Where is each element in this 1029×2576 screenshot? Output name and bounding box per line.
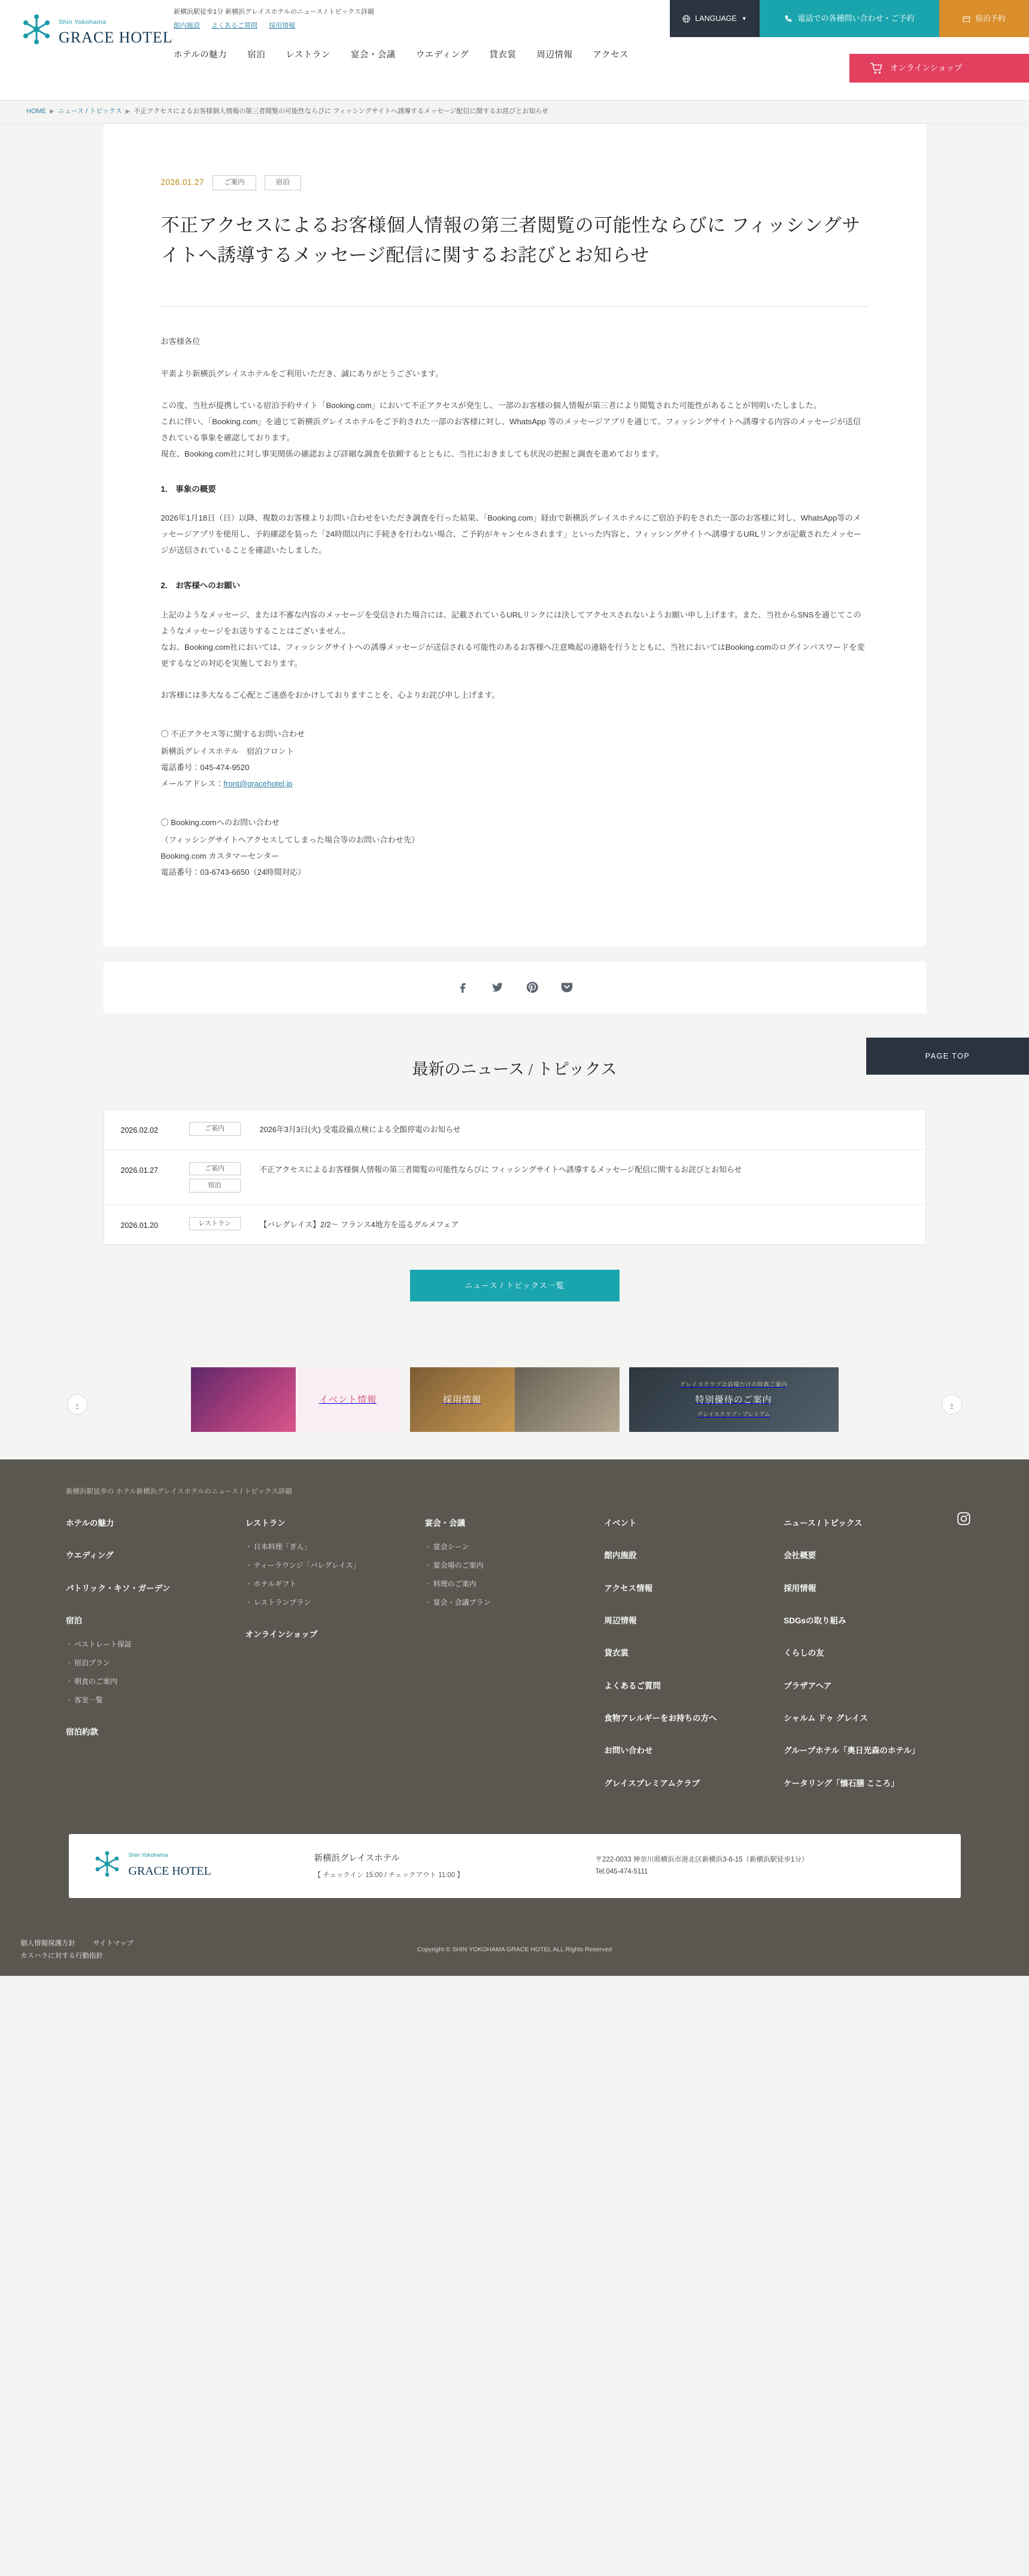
footer-heading-wedding[interactable]: ウエディング <box>66 1551 114 1561</box>
footer-heading-event[interactable]: イベント <box>604 1519 637 1528</box>
footer-heading-recruit[interactable]: 採用情報 <box>784 1583 816 1593</box>
chevron-down-icon: ▼ <box>741 15 747 22</box>
news-list-item[interactable] <box>104 1150 925 1205</box>
footer-item-tea-lounge[interactable]: ・ ティーラウンジ「バレグレイス」 <box>245 1559 413 1573</box>
carousel-premium-top-text: グレイスクラブ会員様だけの特典ご案内 <box>679 1381 788 1388</box>
globe-icon <box>682 15 690 23</box>
footer-heading-costume[interactable]: 貸衣裳 <box>604 1649 629 1658</box>
nav-item-charm[interactable]: ホテルの魅力 <box>174 50 227 60</box>
contact-hotel-heading: 〇 不正アクセス等に関するお問い合わせ <box>160 729 305 738</box>
footer-logo-sub: Shin Yokohama <box>128 1851 168 1859</box>
article-meta <box>161 175 869 190</box>
footer-columns <box>0 1516 1029 1801</box>
footer-list-restaurant <box>245 1540 413 1609</box>
title-divider <box>161 306 869 307</box>
twitter-icon[interactable] <box>491 981 504 994</box>
header-link-faq[interactable]: よくあるご質問 <box>211 22 258 29</box>
footer-snowflake-logo-icon <box>93 1850 122 1882</box>
footer-heading-banquet[interactable]: 宴会・会議 <box>424 1519 466 1528</box>
main-navigation <box>174 47 646 65</box>
carousel-caption-event: イベント情報 <box>318 1394 377 1405</box>
footer-item-restaurant-plan[interactable]: ・ レストランプラン <box>245 1596 413 1610</box>
article-salutation: お客様各位 <box>160 337 201 346</box>
footer-heading-premium-club[interactable]: グレイスプレミアムクラブ <box>604 1778 700 1788</box>
footer-bottom-links <box>20 1938 149 1962</box>
reservation-label: 宿泊予約 <box>975 14 1006 23</box>
banner-carousel <box>0 1349 1029 1459</box>
breadcrumb-separator-icon: ▶ <box>50 108 54 115</box>
footer-heading-sdgs[interactable]: SDGsの取り組み <box>784 1616 846 1626</box>
news-item-tag: 宿泊 <box>189 1179 241 1193</box>
cart-icon <box>870 62 883 74</box>
contact-hotel-mail-link[interactable]: front@gracehotel.jp <box>223 779 293 789</box>
news-item-tags <box>189 1217 247 1231</box>
news-list-more-button[interactable]: ニュース / トピックス一覧 <box>410 1270 620 1301</box>
footer-telephone: Tel.045-474-5111 <box>595 1868 648 1876</box>
telephone-label: 電話での各種問い合わせ・ご予約 <box>797 14 915 23</box>
breadcrumb-current: 不正アクセスによるお客様個人情報の第三者閲覧の可能性ならびに フィッシングサイトへ誘導するメッセージ配信に関するお詫びとお知らせ <box>133 108 549 115</box>
news-item-date: 2026.01.20 <box>120 1221 159 1230</box>
footer-item-stay-plan[interactable]: ・ 宿泊プラン <box>66 1656 233 1670</box>
nav-item-restaurant[interactable]: レストラン <box>286 50 330 60</box>
footer-heading-online-shop[interactable]: オンラインショップ <box>245 1629 318 1639</box>
footer-column-2 <box>245 1516 425 1801</box>
header-intro-text: 新横浜駅徒歩1分 新横浜グレイスホテルのニュース / トピックス詳細 <box>174 8 375 16</box>
footer-column-5 <box>784 1516 963 1801</box>
footer-checkin-times: 【 チェックイン 15:00 / チェックアウト 11:00 】 <box>314 1871 464 1879</box>
carousel-image-recruit-2 <box>515 1367 620 1432</box>
breadcrumb-news[interactable]: ニュース / トピックス <box>57 108 122 115</box>
footer-address: 〒222-0033 神奈川県横浜市港北区新横浜3-6-15（新横浜駅徒歩1分） <box>595 1856 809 1863</box>
calendar-icon <box>963 15 970 23</box>
footer-link-harassment-policy[interactable]: カスハラに対する行動指針 <box>20 1952 103 1960</box>
article-body <box>161 333 869 880</box>
telephone-button[interactable] <box>760 0 939 37</box>
site-header <box>0 0 1029 101</box>
nav-item-access[interactable]: アクセス <box>593 50 629 60</box>
footer-heading-faq[interactable]: よくあるご質問 <box>604 1681 661 1690</box>
footer-logo <box>93 1850 290 1882</box>
footer-heading-catering[interactable]: ケータリング「懐石膳 こころ」 <box>784 1778 899 1788</box>
footer-item-banquet-cuisine[interactable]: ・ 料理のご案内 <box>425 1577 593 1591</box>
article-paragraph-2: この度、当社が提携している宿泊予約サイト「Booking.com」において不正アクセスが発生し、一部のお客様の個人情報が第三者により閲覧された可能性があることが判明いたしました。 <box>160 400 822 410</box>
footer-heading-stay[interactable]: 宿泊 <box>66 1616 82 1626</box>
article-date: 2026.01.27 <box>160 178 205 187</box>
carousel-image-event <box>191 1367 296 1432</box>
footer-item-banquet-hall[interactable]: ・ 宴会場のご案内 <box>425 1559 593 1573</box>
news-item-tags <box>189 1162 247 1193</box>
news-item-title[interactable]: 不正アクセスによるお客様個人情報の第三者閲覧の可能性ならびに フィッシングサイトへ誘導するメッセージ配信に関するお詫びとお知らせ <box>259 1164 742 1174</box>
footer-lead-text: 新横浜駅徒歩の ホテル新横浜グレイスホテルのニュース / トピックス詳細 <box>66 1488 292 1496</box>
footer-item-banquet-plan[interactable]: ・ 宴会・会議プラン <box>425 1596 593 1610</box>
online-shop-label: オンラインショップ <box>890 63 963 72</box>
footer-list-banquet <box>425 1540 593 1609</box>
language-button[interactable] <box>670 0 760 37</box>
article-section-heading-2: 2. お客様へのお願い <box>160 581 241 591</box>
article-paragraph-7: なお、Booking.com社においては、フィッシングサイトへの誘導メッセージが送信される可能性のあるお客様へ注意喚起の連絡を行うとともに、当社においてはBooking.comのログインパスワードを変更するなどの対応を実施しております。 <box>160 642 865 668</box>
footer-bottom-bar <box>0 1922 1029 1975</box>
footer-heading-area[interactable]: 周辺情報 <box>604 1616 637 1626</box>
breadcrumb <box>0 101 1029 124</box>
news-list <box>104 1109 926 1245</box>
share-bar <box>104 962 926 1013</box>
footer-hotel-info <box>314 1851 572 1882</box>
nav-item-banquet[interactable]: 宴会・会議 <box>350 50 396 60</box>
news-item-tag: ご案内 <box>189 1122 241 1136</box>
contact-hotel-tel: 電話番号：045-474-9520 <box>160 763 250 773</box>
carousel-caption-recruit: 採用情報 <box>442 1394 481 1405</box>
footer-heading-contact[interactable]: お問い合わせ <box>604 1746 653 1756</box>
contact-block-hotel <box>161 726 869 792</box>
footer-heading-company[interactable]: 会社概要 <box>784 1551 816 1561</box>
footer-item-rooms[interactable]: ・ 客室一覧 <box>66 1693 233 1707</box>
article-card <box>104 124 926 947</box>
footer-info-card <box>69 1834 961 1898</box>
footer-heading-kurashi[interactable]: くらしの友 <box>784 1649 824 1658</box>
news-list-item[interactable] <box>104 1110 925 1150</box>
news-item-tag: ご案内 <box>189 1162 241 1176</box>
footer-heading-plaza[interactable]: プラザアヘア <box>784 1681 832 1690</box>
footer-heading-news[interactable]: ニュース / トピックス <box>784 1519 863 1528</box>
footer-list-stay <box>66 1638 233 1707</box>
article-paragraph-6: 上記のようなメッセージ、または不審な内容のメッセージを受信された場合には、記載されているURLリンクには決してアクセスされないようお願い申し上げます。また、当社からSNSを通じてこのようなメッセージをお送りすることはございません。 <box>160 610 861 635</box>
footer-column-1 <box>66 1516 245 1801</box>
footer-heading-charm[interactable]: ホテルの魅力 <box>66 1519 114 1528</box>
carousel-next-icon[interactable]: › <box>942 1394 962 1415</box>
contact-booking-center: Booking.com カスタマーセンター <box>160 851 280 861</box>
facebook-icon[interactable] <box>456 981 469 994</box>
page-top-button[interactable]: PAGE TOP <box>866 1038 1029 1075</box>
article-paragraph-5: 2026年1月18日（日）以降、複数のお客様よりお問い合わせをいただき調査を行った結果、「Booking.com」経由で新横浜グレイスホテルにご宿泊予約をされた一部のお客様に対し、WhatsApp等のメッセージアプリを使用し、予約確認を装った「24時間以内に手続きを行わない場合、ご予約がキャンセルされます」といった内容と、フィッシングサイトへ誘導するURLリンクが記載されたメッセージが送信されていることを確認いたしました。 <box>160 513 861 555</box>
news-item-date: 2026.02.02 <box>120 1126 159 1135</box>
news-item-date: 2026.01.27 <box>120 1166 159 1175</box>
footer-item-hotel-gift[interactable]: ・ ホテルギフト <box>245 1577 413 1591</box>
carousel-item-event[interactable] <box>191 1367 400 1432</box>
news-item-title[interactable]: 【バレグレイス】2/2〜 フランス4地方を巡るグルメフェア <box>259 1219 459 1229</box>
logo-sub-text: Shin Yokohama <box>59 19 107 26</box>
article-paragraph-1: 平素より新横浜グレイスホテルをご利用いただき、誠にありがとうございます。 <box>160 369 444 378</box>
news-list-item[interactable] <box>104 1205 925 1245</box>
footer-item-banquet-scene[interactable]: ・ 宴会シーン <box>425 1540 593 1554</box>
footer-heading-restaurant[interactable]: レストラン <box>245 1519 286 1528</box>
article-paragraph-8: お客様には多大なるご心配とご迷惑をおかけしておりますことを、心よりお詫び申し上げます。 <box>160 690 500 699</box>
online-shop-button[interactable] <box>849 54 1029 83</box>
nav-item-stay[interactable]: 宿泊 <box>247 50 266 60</box>
footer-address-block <box>596 1854 937 1878</box>
phone-icon <box>784 14 793 23</box>
contact-hotel-dept: 新横浜グレイスホテル 宿泊フロント <box>160 747 295 756</box>
footer-heading-charme[interactable]: シャルム ドゥ グレイス <box>784 1713 868 1723</box>
footer-hotel-name: 新横浜グレイスホテル <box>314 1853 400 1863</box>
footer-link-sitemap[interactable]: サイトマップ <box>93 1940 133 1948</box>
header-link-facilities[interactable]: 館内施設 <box>174 22 200 29</box>
contact-hotel-mail-row <box>161 775 869 792</box>
footer-heading-garden[interactable]: パトリック・キソ・ガーデン <box>66 1583 171 1593</box>
language-label: LANGUAGE <box>695 14 737 23</box>
logo-main-text: GRACE HOTEL <box>59 29 173 47</box>
contact-booking-heading: 〇 Booking.comへのお問い合わせ <box>160 818 280 828</box>
article-tag-stay: 宿泊 <box>265 175 301 190</box>
article-paragraph-3: これに伴い、「Booking.com」を通じて新横浜グレイスホテルをご予約された一部のお客様に対し、WhatsApp 等のメッセージアプリを通じて、フィッシングサイトへ誘導する内容のメッセージが送信されている事象を確認しております。 <box>160 416 861 442</box>
carousel-prev-icon[interactable]: ‹ <box>67 1394 87 1415</box>
carousel-premium-sub-text: グレイスクラブ・プレミアム <box>697 1411 770 1418</box>
footer-heading-allergy[interactable]: 食物アレルギーをお持ちの方へ <box>604 1713 717 1723</box>
footer-item-breakfast[interactable]: ・ 朝食のご案内 <box>66 1675 233 1689</box>
site-footer <box>0 1459 1029 1975</box>
article-section-heading-1: 1. 事象の概要 <box>160 484 216 494</box>
contact-hotel-mail-label: メールアドレス： <box>160 779 224 789</box>
nav-item-area-info[interactable]: 周辺情報 <box>536 50 573 60</box>
footer-column-4 <box>604 1516 784 1801</box>
news-item-tag: レストラン <box>189 1217 241 1231</box>
latest-news-heading: 最新のニュース / トピックス <box>412 1060 617 1079</box>
news-item-tags <box>189 1122 247 1136</box>
contact-block-booking <box>161 814 869 880</box>
contact-booking-tel: 電話番号：03-6743-6650（24時間対応） <box>160 868 306 877</box>
carousel-caption-premium: 特別優待のご案内 <box>695 1394 772 1405</box>
footer-heading-facilities[interactable]: 館内施設 <box>604 1551 637 1561</box>
footer-column-3 <box>425 1516 605 1801</box>
pinterest-icon[interactable] <box>526 981 539 994</box>
header-link-recruit[interactable]: 採用情報 <box>269 22 296 29</box>
carousel-item-recruit[interactable] <box>410 1367 620 1432</box>
footer-heading-terms[interactable]: 宿泊約款 <box>66 1727 98 1736</box>
article-tag-info: ご案内 <box>213 175 256 190</box>
pocket-icon[interactable] <box>560 981 573 994</box>
reservation-button[interactable] <box>939 0 1029 37</box>
page-title: 不正アクセスによるお客様個人情報の第三者閲覧の可能性ならびに フィッシングサイトへ誘導するメッセージ配信に関するお詫びとお知らせ <box>160 215 861 266</box>
footer-heading-group-hotel[interactable]: グループホテル「奥日光森のホテル」 <box>784 1746 920 1756</box>
footer-logo-main: GRACE HOTEL <box>128 1865 211 1878</box>
footer-item-gin[interactable]: ・ 日本料理「ぎん」 <box>245 1540 413 1554</box>
main-content <box>0 124 1029 1014</box>
article-paragraph-4: 現在、Booking.com社に対し事実関係の確認および詳細な調査を依頼するとともに、当社におきましても状況の把握と調査を進めております。 <box>160 449 664 458</box>
instagram-icon[interactable] <box>956 1511 972 1526</box>
footer-link-privacy[interactable]: 個人情報保護方針 <box>20 1940 75 1948</box>
news-item-title[interactable]: 2026年3月3日(火) 受電設備点検による全館停電のお知らせ <box>259 1125 461 1135</box>
snowflake-logo-icon <box>20 13 53 45</box>
breadcrumb-home[interactable]: HOME <box>26 108 46 115</box>
breadcrumb-separator-icon: ▶ <box>125 108 130 115</box>
carousel-image-recruit <box>410 1367 515 1432</box>
nav-item-wedding[interactable]: ウエディング <box>415 50 469 60</box>
site-logo[interactable] <box>0 0 174 48</box>
footer-item-best-rate[interactable]: ・ ベストレート保証 <box>66 1638 233 1652</box>
footer-heading-access[interactable]: アクセス情報 <box>604 1583 652 1593</box>
header-quick-links <box>174 20 646 32</box>
nav-item-rental-costume[interactable]: 貸衣裳 <box>489 50 517 60</box>
footer-copyright: Copyright © SHIN YOKOHAMA GRACE HOTEL ALL Rights Reserved <box>417 1946 612 1954</box>
contact-booking-note: （フィッシングサイトへアクセスしてしまった場合等のお問い合わせ先） <box>160 835 420 845</box>
carousel-item-premium[interactable] <box>629 1367 839 1432</box>
